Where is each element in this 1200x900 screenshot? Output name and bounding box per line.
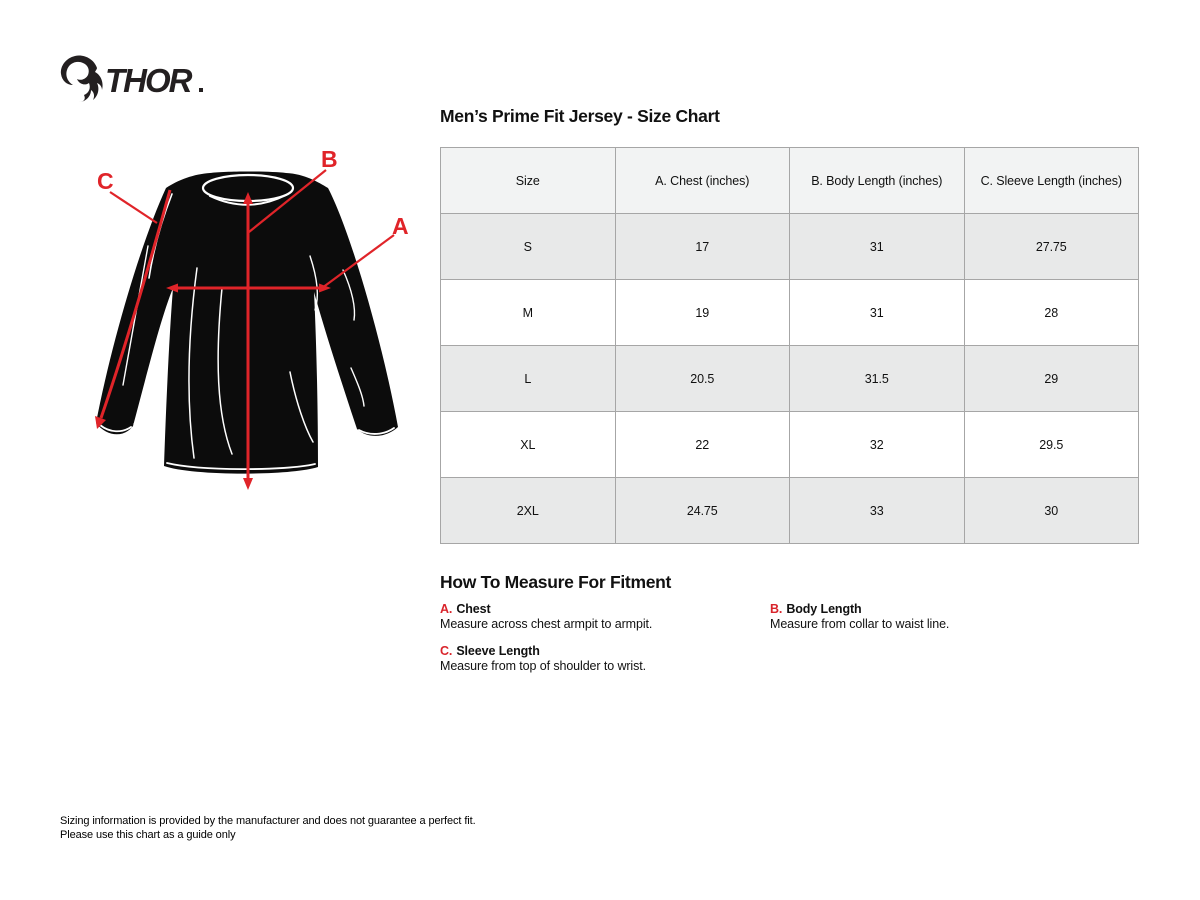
cell-chest: 22: [615, 412, 790, 478]
label-line-c: [110, 192, 157, 223]
cell-size: L: [441, 346, 616, 412]
label-a: A: [392, 213, 409, 239]
cell-sleeve-length: 27.75: [964, 214, 1139, 280]
cell-sleeve-length: 29.5: [964, 412, 1139, 478]
measure-item-key: B.: [770, 602, 783, 616]
measure-item-description: Measure from top of shoulder to wrist.: [440, 659, 647, 673]
thor-wordmark: THOR: [105, 62, 191, 99]
footer-disclaimer: [60, 814, 476, 842]
measure-item-body-length: [770, 602, 1140, 631]
measure-item-description: Measure across chest armpit to armpit.: [440, 617, 653, 631]
cell-sleeve-length: 30: [964, 478, 1139, 544]
column-header-sleeve-length: C. Sleeve Length (inches): [964, 148, 1139, 214]
label-c: C: [97, 168, 114, 194]
header-row: [441, 148, 1139, 214]
table-row-m: [441, 280, 1139, 346]
measure-item-name: Chest: [456, 602, 491, 616]
measure-item-label: [440, 602, 770, 616]
measure-item-label: [770, 602, 1140, 616]
content-area: [440, 106, 1140, 673]
cell-body-length: 31.5: [790, 346, 965, 412]
cell-body-length: 32: [790, 412, 965, 478]
cell-chest: 24.75: [615, 478, 790, 544]
column-header-body-length: B. Body Length (inches): [790, 148, 965, 214]
page-title: Men’s Prime Fit Jersey - Size Chart: [440, 106, 720, 126]
table-row-2xl: [441, 478, 1139, 544]
measure-section-heading: How To Measure For Fitment: [440, 572, 672, 592]
cell-chest: 20.5: [615, 346, 790, 412]
measure-item-key: A.: [440, 602, 453, 616]
disclaimer-line-1: Sizing information is provided by the manufacturer and does not guarantee a perfect fit.: [60, 815, 476, 827]
cell-size: 2XL: [441, 478, 616, 544]
measure-item-name: Sleeve Length: [456, 644, 540, 658]
cell-size: S: [441, 214, 616, 280]
column-header-chest: A. Chest (inches): [615, 148, 790, 214]
measure-item-key: C.: [440, 644, 453, 658]
cell-chest: 17: [615, 214, 790, 280]
size-chart-table: [440, 147, 1139, 544]
measure-instructions: [440, 602, 1140, 673]
jersey-measurement-diagram: [60, 140, 430, 502]
measure-item-sleeve-length: [440, 644, 770, 673]
measure-item-chest: [440, 602, 770, 631]
cell-body-length: 31: [790, 214, 965, 280]
thor-logo: [58, 54, 218, 104]
table-row-l: [441, 346, 1139, 412]
cell-body-length: 31: [790, 280, 965, 346]
cell-chest: 19: [615, 280, 790, 346]
cell-sleeve-length: 28: [964, 280, 1139, 346]
measure-item-description: Measure from collar to waist line.: [770, 617, 950, 631]
cell-size: XL: [441, 412, 616, 478]
table-row-s: [441, 214, 1139, 280]
thor-goat-icon: [61, 56, 103, 102]
cell-size: M: [441, 280, 616, 346]
cell-sleeve-length: 29: [964, 346, 1139, 412]
measure-item-name: Body Length: [786, 602, 862, 616]
trademark-dot: [199, 88, 203, 92]
column-header-size: Size: [441, 148, 616, 214]
measure-item-label: [440, 644, 770, 658]
arrowhead-b-bottom: [243, 478, 253, 490]
disclaimer-line-2: Please use this chart as a guide only: [60, 829, 236, 841]
cell-body-length: 33: [790, 478, 965, 544]
label-b: B: [321, 146, 338, 172]
table-row-xl: [441, 412, 1139, 478]
